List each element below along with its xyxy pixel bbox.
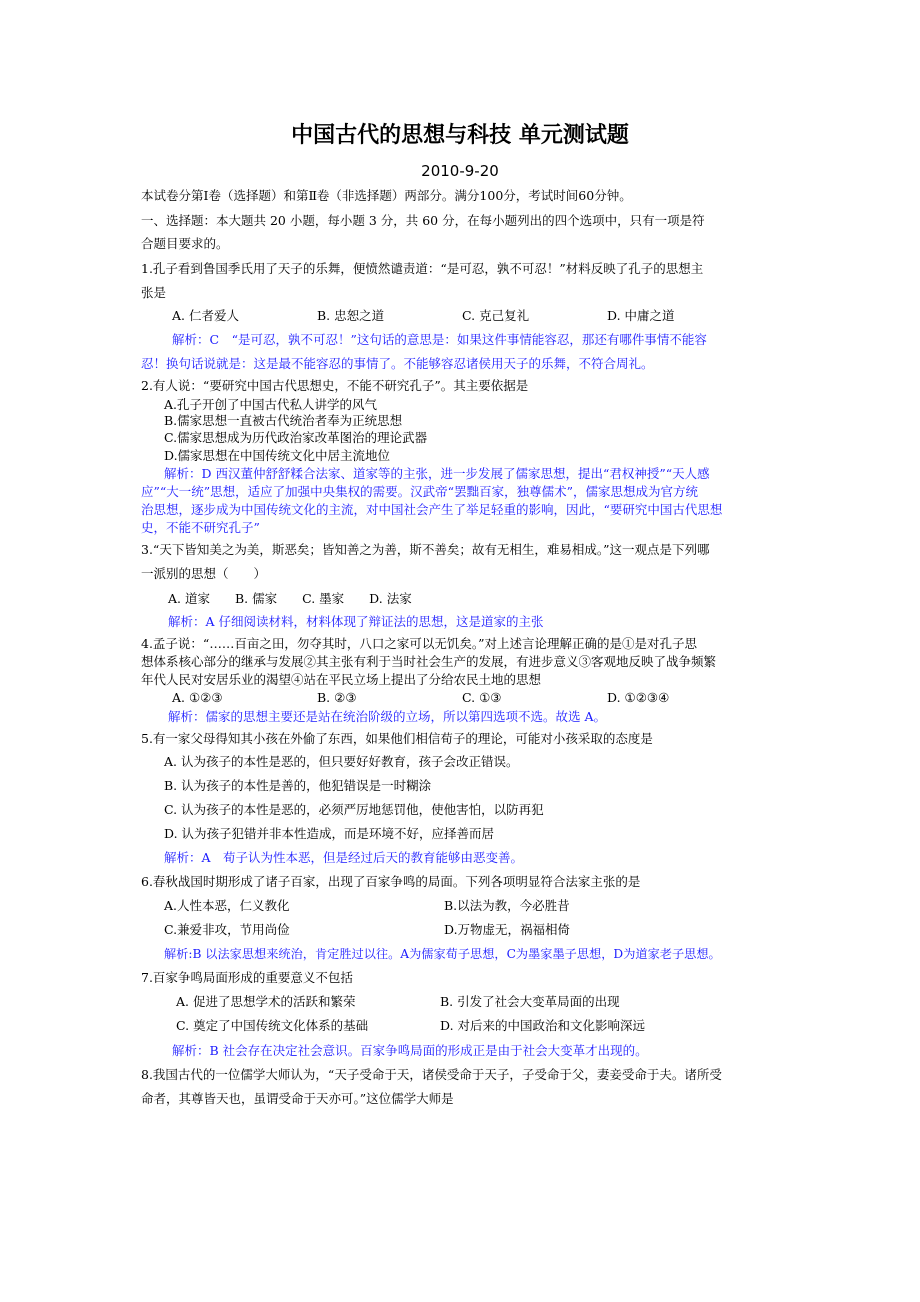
question-1-option-a: A. 仁者爱人 [172, 308, 239, 323]
question-5-option-a: A. 认为孩子的本性是恶的，但只要好好教育，孩子会改正错误。 [164, 754, 519, 769]
question-1-option-c: C. 克己复礼 [462, 308, 530, 323]
question-4-option-b: B. ②③ [317, 690, 357, 705]
intro-text: 本试卷分第Ⅰ卷（选择题）和第Ⅱ卷（非选择题）两部分。满分100分，考试时间60分钟。 [141, 188, 632, 203]
question-7-explanation: 解析：B 社会存在决定社会意识。百家争鸣局面的形成正是由于社会大变革才出现的。 [172, 1043, 648, 1058]
question-4-stem-line2: 想体系核心部分的继承与发展②其主张有利于当时社会生产的发展，有进步意义③客观地反映了战争频繁 [141, 654, 717, 669]
question-1-stem-line2: 张是 [141, 285, 167, 300]
question-1-option-b: B. 忠恕之道 [317, 308, 385, 323]
question-2-option-c: C.儒家思想成为历代政治家改革图治的理论武器 [164, 430, 428, 445]
question-7-option-b: B. 引发了社会大变革局面的出现 [440, 994, 620, 1009]
question-5-option-c: C. 认为孩子的本性是恶的，必须严厉地惩罚他，使他害怕，以防再犯 [164, 802, 544, 817]
question-7-option-d: D. 对后来的中国政治和文化影响深远 [440, 1018, 646, 1033]
question-4-option-a: A. ①②③ [172, 690, 223, 705]
question-2-explanation-line1: 解析：D 西汉董仲舒舒糅合法家、道家等的主张，进一步发展了儒家思想，提出“君权神授”“天人感 [164, 466, 710, 481]
question-6-option-b: B.以法为教，今必胜昔 [444, 898, 570, 913]
question-3-stem-line1: 3.“天下皆知美之为美，斯恶矣；皆知善之为善，斯不善矣；故有无相生，难易相成。”这一观点是下列哪 [141, 542, 710, 557]
question-4-option-c: C. ①③ [462, 690, 502, 705]
question-2-explanation-line4: 史，不能不研究孔子” [141, 520, 260, 535]
question-4-explanation: 解析：儒家的思想主要还是站在统治阶级的立场，所以第四选项不选。故选 A。 [168, 709, 607, 724]
question-6-option-c: C.兼爱非攻，节用尚俭 [164, 922, 290, 937]
question-7-stem: 7.百家争鸣局面形成的重要意义不包括 [141, 970, 353, 985]
question-1-explanation-line2: 忍！换句话说就是：这是最不能容忍的事情了。不能够容忍诸侯用天子的乐舞，不符合周礼。 [141, 356, 654, 371]
page-date: 2010-9-20 [421, 162, 499, 180]
question-3-explanation: 解析：A 仔细阅读材料，材料体现了辩证法的思想，这是道家的主张 [168, 614, 544, 629]
question-3-stem-line2: 一派别的思想（ ） [141, 566, 267, 581]
question-1-explanation-line1: 解析：C “是可忍，孰不可忍！”这句话的意思是：如果这件事情能容忍，那还有哪件事情不能容 [172, 332, 707, 347]
question-2-stem: 2.有人说：“要研究中国古代思想史，不能不研究孔子”。其主要依据是 [141, 378, 529, 393]
question-1-stem-line1: 1.孔子看到鲁国季氏用了天子的乐舞，便愤然谴责道：“是可忍，孰不可忍！”材料反映了孔子的思想主 [141, 261, 704, 276]
section-instructions-line1: 一、选择题：本大题共 20 小题，每小题 3 分，共 60 分，在每小题列出的四个选项中，只有一项是符 [141, 213, 705, 228]
question-3-options: A. 道家 B. 儒家 C. 墨家 D. 法家 [168, 591, 412, 606]
question-6-stem: 6.春秋战国时期形成了诸子百家，出现了百家争鸣的局面。下列各项明显符合法家主张的是 [141, 874, 641, 889]
question-2-explanation-line3: 治思想，逐步成为中国传统文化的主流，对中国社会产生了举足轻重的影响，因此，“要研究中国古代思想 [141, 502, 723, 517]
question-1-option-d: D. 中庸之道 [607, 308, 675, 323]
question-5-option-b: B. 认为孩子的本性是善的，他犯错误是一时糊涂 [164, 778, 432, 793]
question-7-option-a: A. 促进了思想学术的活跃和繁荣 [176, 994, 356, 1009]
question-6-option-a: A.人性本恶，仁义教化 [164, 898, 290, 913]
question-5-stem: 5.有一家父母得知其小孩在外偷了东西，如果他们相信荀子的理论，可能对小孩采取的态度是 [141, 731, 653, 746]
question-6-explanation: 解析:B 以法家思想来统治，肯定胜过以往。A为儒家荀子思想，C为墨家墨子思想，D为道家老子思想。 [164, 947, 721, 961]
question-2-option-b: B.儒家思想一直被古代统治者奉为正统思想 [164, 413, 403, 428]
question-2-explanation-line2: 应”“大一统”思想，适应了加强中央集权的需要。汉武帝“罢黜百家，独尊儒术”，儒家思想成为官方统 [141, 484, 698, 499]
question-5-option-d: D. 认为孩子犯错并非本性造成，而是环境不好，应择善而居 [164, 826, 495, 841]
question-7-option-c: C. 奠定了中国传统文化体系的基础 [176, 1018, 369, 1033]
question-8-stem-line1: 8.我国古代的一位儒学大师认为，“天子受命于天，诸侯受命于天子，子受命于父，妻妾受命于夫。诸所受 [141, 1067, 722, 1082]
page-title: 中国古代的思想与科技 单元测试题 [291, 123, 629, 148]
question-4-option-d: D. ①②③④ [607, 690, 670, 705]
question-2-option-d: D.儒家思想在中国传统文化中居主流地位 [164, 448, 391, 463]
section-instructions-line2: 合题目要求的。 [141, 236, 229, 251]
question-8-stem-line2: 命者，其尊皆天也，虽谓受命于天亦可。”这位儒学大师是 [141, 1091, 454, 1106]
question-6-option-d: D.万物虚无，祸福相倚 [444, 922, 571, 937]
question-5-explanation: 解析：A 荀子认为性本恶，但是经过后天的教育能够由恶变善。 [164, 850, 524, 865]
question-4-stem-line3: 年代人民对安居乐业的渴望④站在平民立场上提出了分给农民土地的思想 [141, 672, 542, 687]
question-4-stem-line1: 4.孟子说：“……百亩之田，勿夺其时，八口之家可以无饥矣。”对上述言论理解正确的是①是对孔子思 [141, 636, 697, 651]
question-2-option-a: A.孔子开创了中国古代私人讲学的风气 [164, 397, 378, 412]
